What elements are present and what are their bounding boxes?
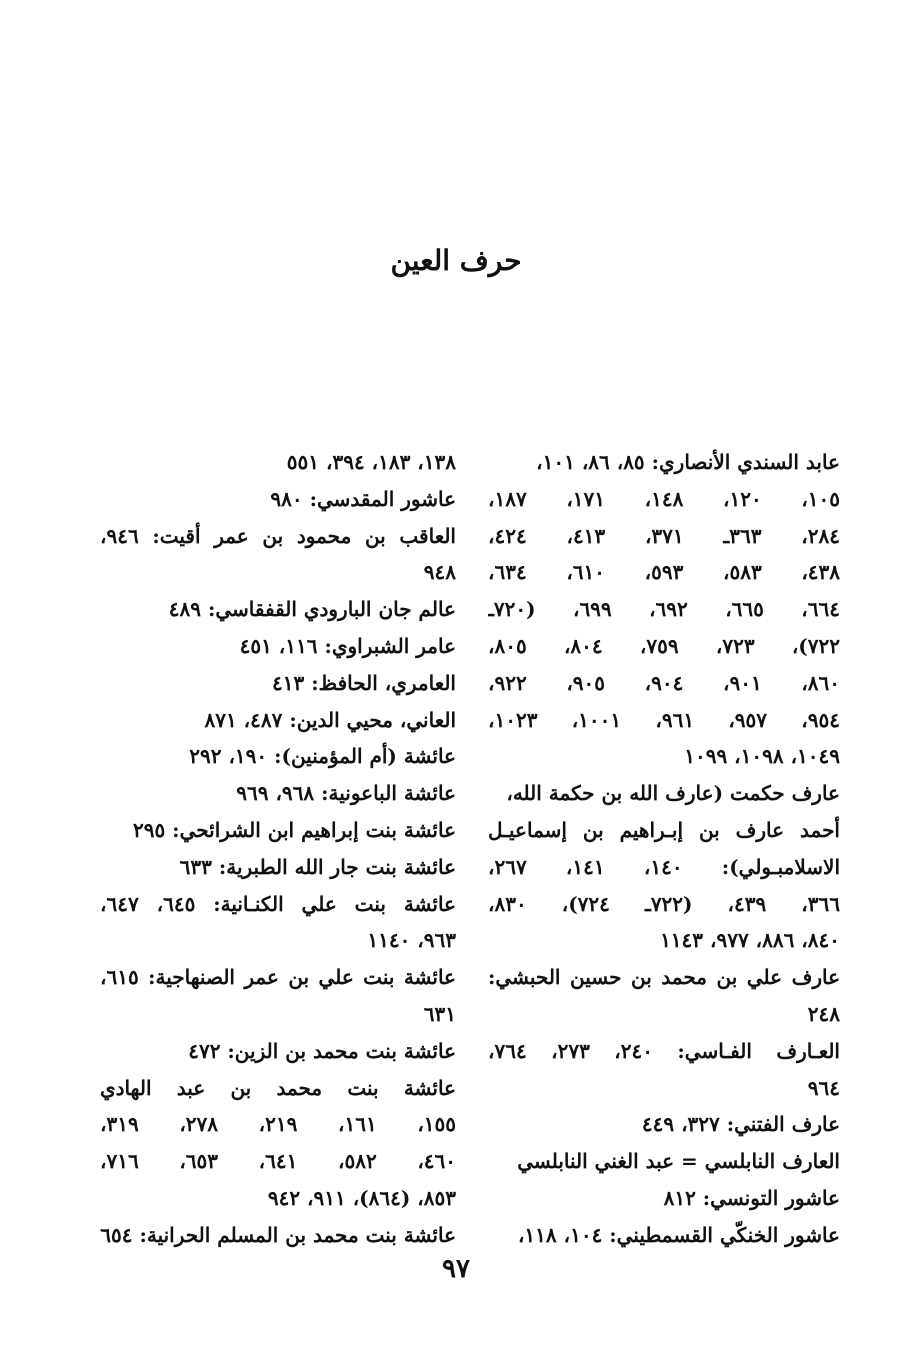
index-line: ٦٦٤، ٦٦٥، ٦٩٢، ٦٩٩، (٧٢٠ـ: [488, 597, 840, 622]
index-line: ٨٥٣، (٨٦٤)، ٩١١، ٩٤٢: [267, 1185, 456, 1210]
index-line: ١٠٥، ١٢٠، ١٤٨، ١٧١، ١٨٧،: [488, 486, 840, 511]
index-line: ٩٥٤، ٩٥٧، ٩٦١، ١٠٠١، ١٠٢٣،: [488, 707, 840, 732]
index-line: ٧٢٢)، ٧٢٣، ٧٥٩، ٨٠٤، ٨٠٥،: [488, 633, 840, 658]
index-line: عارف علي بن محمد بن حسين الحبشي:: [488, 965, 840, 990]
index-line: ٢٨٤، ٣٦٣ـ ٣٧١، ٤١٣، ٤٢٤،: [488, 523, 840, 548]
index-line: عائشة الباعونية: ٩٦٨، ٩٦٩: [236, 781, 456, 806]
index-line: عائشة بنت إبراهيم ابن الشرائحي: ٢٩٥: [132, 817, 456, 842]
index-line: ١٠٤٩، ١٠٩٨، ١٠٩٩: [684, 744, 840, 769]
index-line: العاني، محيي الدين: ٤٨٧، ٨٧١: [204, 707, 456, 732]
index-line: عائشة (أم المؤمنين): ١٩٠، ٢٩٢: [189, 744, 456, 769]
index-line: عائشة بنت محمد بن المسلم الحرانية: ٦٥٤: [100, 1222, 456, 1247]
index-line: ٣٦٦، ٤٣٩، (٧٢٢ـ ٧٢٤)، ٨٣٠،: [488, 891, 840, 916]
index-line: العامري، الحافظ: ٤١٣: [272, 670, 456, 695]
index-line: ٤٣٨، ٥٨٣، ٥٩٣، ٦١٠، ٦٣٤،: [488, 560, 840, 585]
index-line: الاسلامبـولي): ١٤٠، ١٤١، ٢٦٧،: [488, 854, 840, 879]
index-line: عابد السندي الأنصاري: ٨٥، ٨٦، ١٠١،: [536, 450, 840, 474]
index-line: عاشور التونسي: ٨١٢: [663, 1185, 840, 1210]
index-column-right: [488, 444, 840, 1254]
index-line: العارف النابلسي = عبد الغني النابلسي: [517, 1149, 840, 1174]
index-line: ٢٤٨: [807, 1001, 840, 1026]
index-line: عامر الشبراوي: ١١٦، ٤٥١: [239, 633, 456, 658]
index-line: ١٥٥، ١٦١، ٢١٩، ٢٧٨، ٣١٩،: [100, 1112, 456, 1137]
page-title: حرف العين: [390, 244, 522, 277]
index-column-left: [100, 444, 456, 1254]
index-line: عائشة بنت محمد بن الزين: ٤٧٢: [188, 1038, 456, 1063]
index-line: ٤٦٠، ٥٨٢، ٦٤١، ٦٥٣، ٧١٦،: [100, 1149, 456, 1174]
index-line: عائشة بنت علي الكنـانية: ٦٤٥، ٦٤٧،: [100, 891, 456, 916]
index-line: عائشة بنت جار الله الطبرية: ٦٣٣: [179, 854, 456, 879]
index-line: عاشور المقدسي: ٩٨٠: [270, 486, 456, 511]
index-line: ٩٦٤: [807, 1075, 840, 1100]
index-line: أحمد عارف بن إبـراهيم بن إسماعيـل: [488, 817, 840, 842]
index-line: ١٣٨، ١٨٣، ٣٩٤، ٥٥١: [286, 450, 456, 474]
index-line: عائشة بنت محمد بن عبد الهادي: [100, 1075, 456, 1100]
index-line: ٩٦٣، ١١٤٠: [367, 928, 456, 953]
index-line: ٩٤٨: [423, 560, 456, 585]
index-line: عالم جان البارودي القفقاسي: ٤٨٩: [168, 597, 456, 622]
index-line: ٨٦٠، ٩٠١، ٩٠٤، ٩٠٥، ٩٢٢،: [488, 670, 840, 695]
index-line: العـارف الفـاسي: ٢٤٠، ٢٧٣، ٧٦٤،: [488, 1038, 840, 1063]
index-line: ٨٤٠، ٨٨٦، ٩٧٧، ١١٤٣: [660, 928, 840, 953]
page-number: ٩٧: [442, 1254, 470, 1284]
index-line: العاقب بن محمود بن عمر أقيت: ٩٤٦،: [100, 523, 456, 548]
index-line: ٦٣١: [423, 1001, 456, 1026]
index-line: عارف الفتني: ٣٢٧، ٤٤٩: [641, 1112, 840, 1137]
index-line: عارف حكمت (عارف الله بن حكمة الله،: [506, 781, 840, 806]
index-line: عائشة بنت علي بن عمر الصنهاجية: ٦١٥،: [100, 965, 456, 990]
index-line: عاشور الخنكّي القسمطيني: ١٠٤، ١١٨،: [517, 1222, 840, 1247]
